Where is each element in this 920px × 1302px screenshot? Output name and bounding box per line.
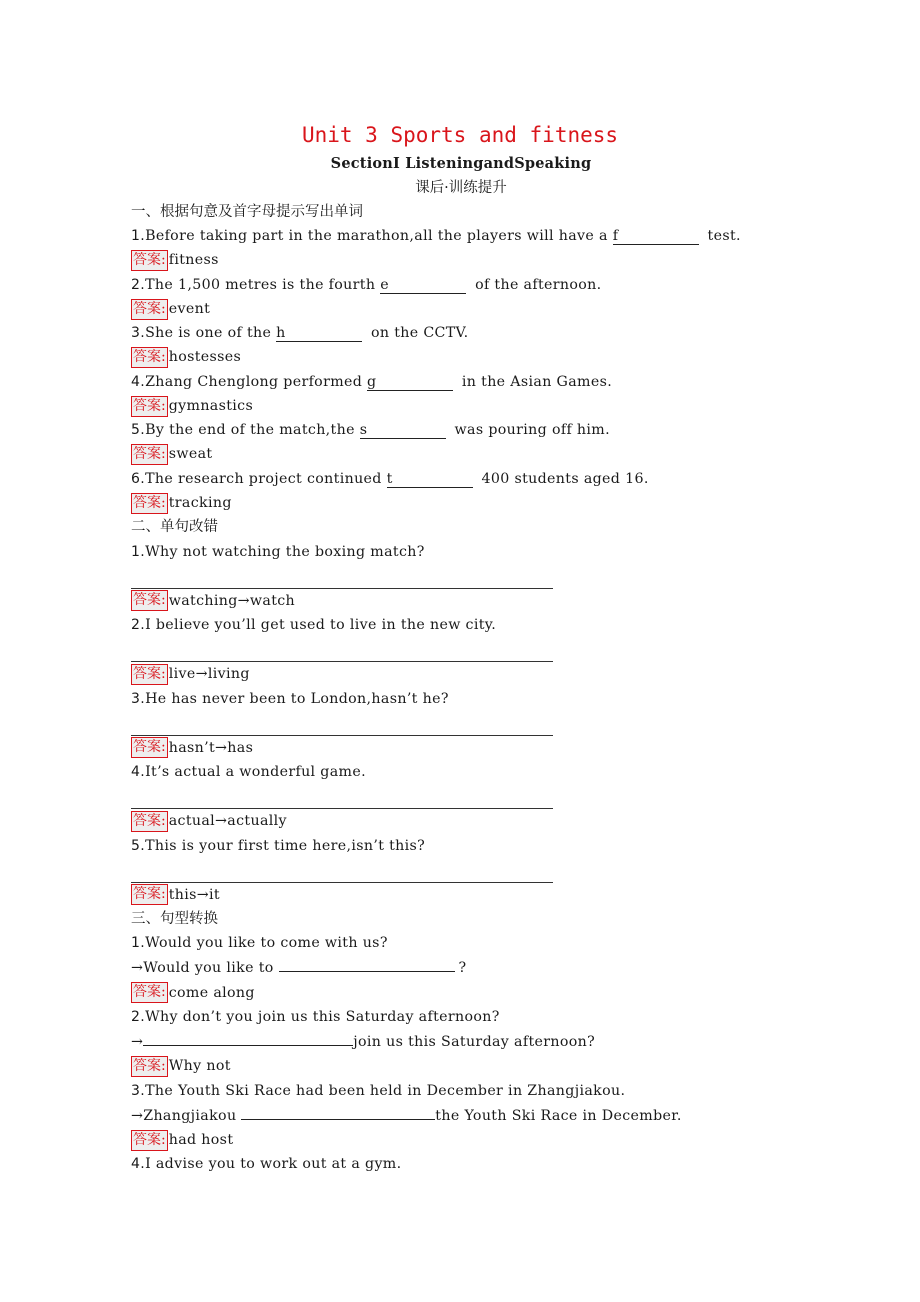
item-text-after: in the Asian Games.	[457, 373, 613, 390]
rewrite-prefix: →Would you like to	[131, 960, 279, 977]
answer-label: 答案:	[131, 493, 168, 514]
item-text-after: 400 students aged 16.	[476, 470, 649, 487]
answer-write-line[interactable]	[131, 858, 553, 883]
fill-blank[interactable]	[279, 955, 455, 972]
answer-label: 答案:	[131, 982, 168, 1003]
answer-label: 答案:	[131, 884, 168, 905]
item-number: 6.	[131, 470, 146, 487]
answer-label: 答案:	[131, 1056, 168, 1077]
part2-heading: 二、单句改错	[131, 519, 218, 536]
answer-label: 答案:	[131, 590, 168, 611]
item-text: It’s actual a wonderful game.	[145, 764, 366, 781]
fill-blank[interactable]	[276, 325, 362, 342]
fill-blank[interactable]	[143, 1029, 353, 1046]
list-item	[131, 1005, 791, 1079]
item-text: She is one of the	[145, 325, 277, 342]
fill-blank[interactable]	[613, 228, 699, 245]
item-number: 1.	[131, 228, 146, 245]
item-text: Would you like to come with us?	[145, 935, 388, 952]
item-number: 2.	[131, 1009, 146, 1025]
item-number: 4.	[131, 1156, 146, 1173]
item-number: 4.	[131, 764, 146, 781]
page-title: Unit 3 Sports and fitness	[301, 123, 619, 147]
rewrite-suffix: join us this Saturday afternoon?	[353, 1034, 596, 1051]
item-number: 1.	[131, 935, 146, 952]
answer-text: sweat	[168, 446, 213, 463]
hint-letter: g	[367, 373, 377, 390]
list-item	[131, 370, 791, 419]
fill-blank[interactable]	[360, 422, 446, 439]
list-item	[131, 273, 791, 322]
item-text-after: was pouring off him.	[449, 422, 610, 439]
fill-blank[interactable]	[367, 374, 453, 391]
rewrite-prefix: →	[131, 1034, 144, 1051]
item-number: 2.	[131, 276, 146, 293]
hint-letter: t	[386, 470, 393, 487]
answer-label: 答案:	[131, 250, 168, 271]
answer-label: 答案:	[131, 664, 168, 685]
part1-heading: 一、根据句意及首字母提示写出单词	[131, 204, 363, 220]
list-item	[131, 1152, 791, 1176]
list-item	[131, 224, 791, 273]
answer-text: come along	[168, 984, 255, 1001]
part3-list	[131, 931, 791, 1176]
answer-text: event	[168, 300, 211, 317]
item-number: 5.	[131, 837, 146, 854]
hint-letter: s	[359, 422, 368, 439]
item-number: 4.	[131, 373, 146, 390]
answer-write-line[interactable]	[131, 784, 553, 809]
item-number: 2.	[131, 617, 146, 634]
item-text-after: on the CCTV.	[366, 325, 469, 342]
item-text: Before taking part in the marathon,all the players will have a	[145, 228, 613, 245]
answer-text: Why not	[168, 1058, 231, 1075]
list-item	[131, 760, 791, 834]
rewrite-suffix: ?	[458, 960, 467, 977]
item-number: 3.	[131, 690, 146, 707]
answer-write-line[interactable]	[131, 564, 553, 589]
item-number: 3.	[131, 325, 146, 342]
fill-blank[interactable]	[380, 277, 466, 294]
list-item	[131, 1079, 791, 1153]
item-text: The research project continued	[145, 470, 387, 487]
item-text: Zhang Chenglong performed	[145, 373, 368, 390]
worksheet-page	[131, 118, 791, 1177]
item-text: By the end of the match,the	[145, 422, 360, 439]
part3-heading: 三、句型转换	[131, 911, 218, 928]
fill-blank[interactable]	[241, 1103, 435, 1120]
item-text: This is your first time here,isn’t this?	[145, 837, 426, 854]
item-text: I believe you’ll get used to live in the new city.	[145, 617, 497, 634]
item-text: The 1,500 metres is the fourth	[145, 276, 381, 293]
answer-text: tracking	[168, 494, 232, 511]
answer-label: 答案:	[131, 396, 168, 417]
answer-text: fitness	[168, 252, 219, 269]
item-text: Why not watching the boxing match?	[145, 543, 425, 560]
answer-text: hostesses	[168, 349, 242, 366]
item-number: 5.	[131, 422, 146, 439]
answer-write-line[interactable]	[131, 711, 553, 736]
section-subtitle-2: 课后·训练提升	[415, 180, 507, 196]
list-item	[131, 418, 791, 467]
list-item	[131, 687, 791, 761]
answer-label: 答案:	[131, 737, 168, 758]
part1-list	[131, 224, 791, 515]
item-text: He has never been to London,hasn’t he?	[145, 690, 449, 707]
list-item	[131, 540, 791, 614]
answer-text: gymnastics	[168, 397, 254, 414]
answer-text: actual→actually	[168, 813, 287, 830]
item-number: 3.	[131, 1082, 146, 1099]
list-item	[131, 834, 791, 908]
section-subtitle: SectionⅠ ListeningandSpeaking	[330, 155, 592, 172]
hint-letter: e	[380, 276, 389, 293]
answer-label: 答案:	[131, 444, 168, 465]
item-text: Why don’t you join us this Saturday afternoon?	[145, 1009, 500, 1025]
answer-text: live→living	[168, 666, 250, 683]
item-text: I advise you to work out at a gym.	[145, 1156, 402, 1173]
list-item	[131, 467, 791, 516]
answer-text: watching→watch	[168, 592, 296, 609]
answer-label: 答案:	[131, 299, 168, 320]
rewrite-prefix: →Zhangjiakou	[131, 1107, 242, 1124]
hint-letter: f	[612, 228, 619, 245]
item-text-after: of the afternoon.	[470, 276, 602, 293]
answer-label: 答案:	[131, 347, 168, 368]
rewrite-suffix: the Youth Ski Race in December.	[435, 1107, 682, 1124]
answer-text: had host	[168, 1132, 234, 1149]
item-number: 1.	[131, 543, 146, 560]
answer-label: 答案:	[131, 1130, 168, 1151]
part2-list	[131, 540, 791, 908]
answer-text: hasn’t→has	[168, 739, 254, 756]
item-text: The Youth Ski Race had been held in December in Zhangjiakou.	[145, 1082, 626, 1099]
list-item	[131, 931, 791, 1005]
answer-text: this→it	[168, 886, 220, 903]
item-text-after: test.	[702, 228, 741, 245]
list-item	[131, 613, 791, 687]
fill-blank[interactable]	[387, 471, 473, 488]
answer-label: 答案:	[131, 811, 168, 832]
list-item	[131, 321, 791, 370]
answer-write-line[interactable]	[131, 637, 553, 662]
hint-letter: h	[276, 325, 286, 342]
